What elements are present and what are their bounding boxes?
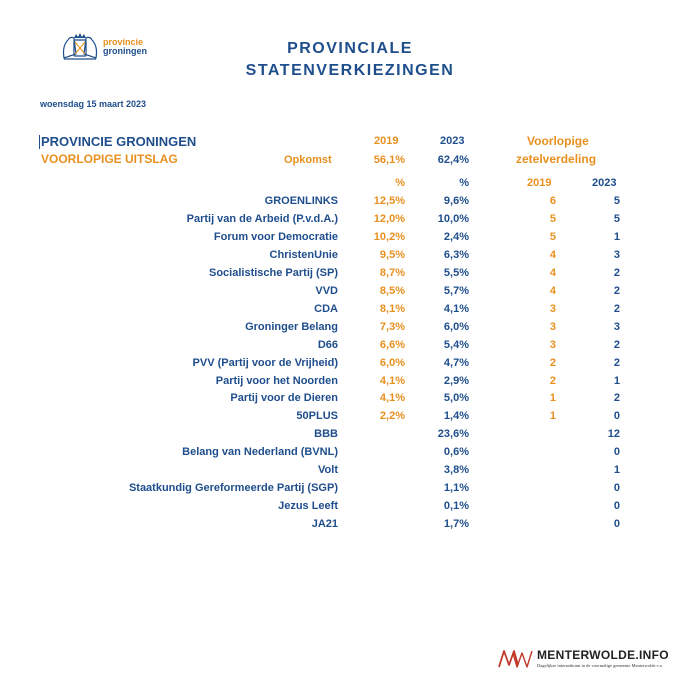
party-name: Staatkundig Gereformeerde Partij (SGP) [128,482,338,494]
pct-2019: 2,2% [379,410,405,422]
pct-2019: 8,7% [379,267,405,279]
footer-title: MENTERWOLDE.INFO [537,648,669,662]
footer-subtitle: Dagelijkse internetkrant in de voormalige gemeente Menterwolde e.o. [537,663,664,668]
seats-2019: 3 [549,303,556,315]
pct-2019-header: % [395,177,405,189]
seats-2023: 2 [613,357,620,369]
seats-2019: 3 [549,321,556,333]
date-label: woensdag 15 maart 2023 [40,99,147,109]
pct-2019: 7,3% [379,321,405,333]
seats-2023: 3 [613,249,620,261]
footer-brand [497,645,669,671]
party-name: Forum voor Democratie [213,231,338,243]
party-name: ChristenUnie [269,249,338,261]
pct-2023: 0,6% [443,446,469,458]
seats-2019: 4 [549,249,556,261]
pct-2023: 5,4% [443,339,469,351]
pct-2019: 8,5% [379,285,405,297]
pct-2023: 2,9% [443,375,469,387]
pct-2023: 10,0% [437,213,469,225]
party-name: VVD [315,285,338,297]
menterwolde-logo-icon [497,645,535,671]
pct-2023: 9,6% [443,195,469,207]
party-name: GROENLINKS [264,195,338,207]
party-name: D66 [317,339,338,351]
pct-2019: 6,0% [379,357,405,369]
party-name: PVV (Partij voor de Vrijheid) [192,357,338,369]
seats-2023: 1 [613,375,620,387]
pct-2023: 5,5% [443,267,469,279]
pct-2023: 6,0% [443,321,469,333]
opkomst-2019: 56,1% [373,154,405,166]
pct-2023: 5,0% [443,392,469,404]
party-name: Socialistische Partij (SP) [209,267,338,279]
pct-2023: 5,7% [443,285,469,297]
party-name: JA21 [311,518,338,530]
page-title-line2: STATENVERKIEZINGEN [245,62,455,79]
seats-2019: 3 [549,339,556,351]
logo-line1: provincie [103,37,144,47]
year-2019-header: 2019 [374,135,399,147]
party-name: 50PLUS [296,410,338,422]
pct-2023: 2,4% [443,231,469,243]
seats-2023: 0 [613,446,620,458]
year-2023-header: 2023 [440,135,465,147]
party-name: Partij voor de Dieren [230,392,338,404]
pct-2019: 4,1% [379,392,405,404]
pct-2023: 1,7% [443,518,469,530]
party-name: Partij voor het Noorden [215,375,338,387]
pct-2023: 4,7% [443,357,469,369]
seats-2023: 12 [607,428,620,440]
seats-2019: 2 [549,357,556,369]
pct-2019: 10,2% [373,231,405,243]
logo-line2: groningen [103,46,147,56]
seats-2019: 4 [549,285,556,297]
coat-of-arms-icon [60,32,100,62]
seat-allocation-title-line2: zetelverdeling [516,152,597,166]
pct-2023: 6,3% [443,249,469,261]
pct-2019: 9,5% [379,249,405,261]
seats-2019: 1 [549,392,556,404]
seats-2019: 2 [549,375,556,387]
seats-2023: 0 [613,518,620,530]
pct-2019: 12,5% [373,195,405,207]
seats-2019: 1 [549,410,556,422]
seats-2023: 1 [613,231,620,243]
party-name: Belang van Nederland (BVNL) [182,446,338,458]
section-heading: PROVINCIE GRONINGEN [41,134,197,149]
party-name: CDA [314,303,338,315]
seats-2023: 0 [613,500,620,512]
pct-2023: 23,6% [437,428,469,440]
party-name: Partij van de Arbeid (P.v.d.A.) [186,213,338,225]
party-name: BBB [314,428,338,440]
pct-2019: 4,1% [379,375,405,387]
page-title-line1: PROVINCIALE [287,40,413,57]
seats-2023-header: 2023 [592,177,617,189]
pct-2023: 0,1% [443,500,469,512]
party-name: Groninger Belang [245,321,338,333]
seats-2023: 3 [613,321,620,333]
pct-2019: 12,0% [373,213,405,225]
pct-2023: 3,8% [443,464,469,476]
seats-2019: 6 [549,195,556,207]
pct-2023: 1,4% [443,410,469,422]
opkomst-label: Opkomst [284,154,332,166]
seats-2019: 5 [549,231,556,243]
seats-2023: 2 [613,303,620,315]
pct-2023: 1,1% [443,482,469,494]
seats-2023: 0 [613,410,620,422]
party-name: Jezus Leeft [278,500,338,512]
logo-text [103,38,147,56]
pct-2023-header: % [459,177,469,189]
seats-2023: 2 [613,339,620,351]
seats-2019: 5 [549,213,556,225]
text-cursor [39,135,40,149]
party-name: Volt [318,464,338,476]
pct-2019: 8,1% [379,303,405,315]
seats-2023: 2 [613,267,620,279]
seats-2023: 2 [613,392,620,404]
pct-2023: 4,1% [443,303,469,315]
seats-2023: 0 [613,482,620,494]
opkomst-2023: 62,4% [437,154,469,166]
seats-2023: 1 [613,464,620,476]
pct-2019: 6,6% [379,339,405,351]
seats-2019: 4 [549,267,556,279]
section-subheading: VOORLOPIGE UITSLAG [41,152,178,166]
province-logo [60,32,147,62]
seats-2023: 5 [613,213,620,225]
seats-2019-header: 2019 [527,177,552,189]
seat-allocation-title-line1: Voorlopige [527,134,589,148]
seats-2023: 2 [613,285,620,297]
seats-2023: 5 [613,195,620,207]
